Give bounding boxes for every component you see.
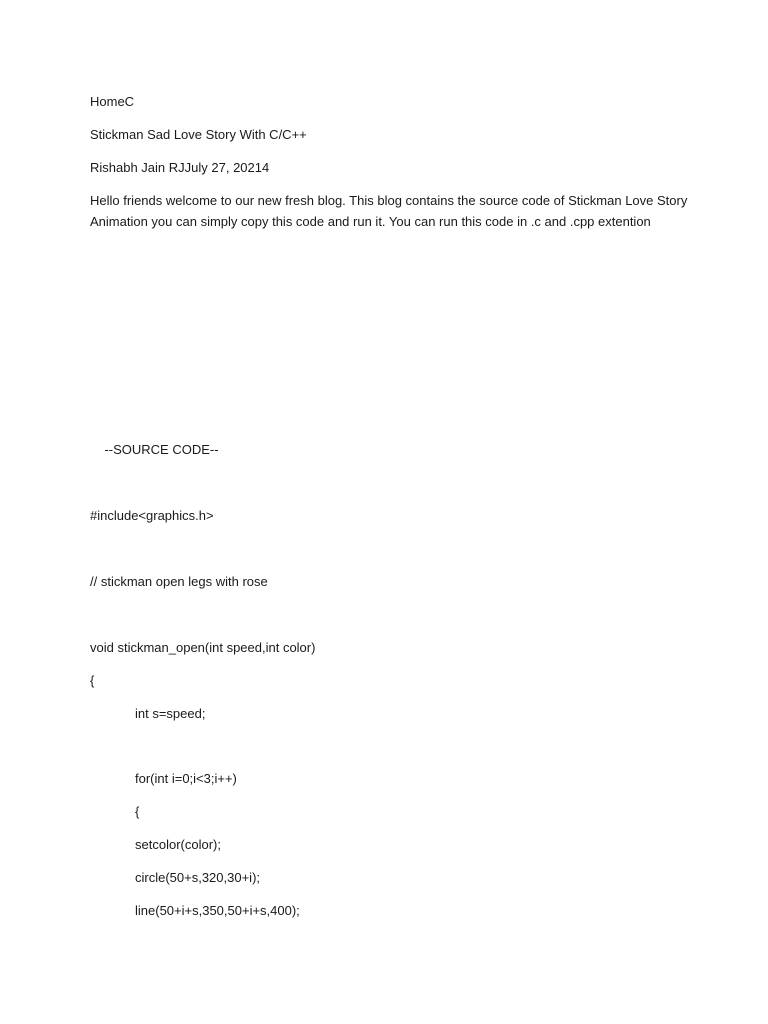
code-declaration: int s=speed; bbox=[135, 706, 206, 721]
code-comment: // stickman open legs with rose bbox=[90, 574, 268, 589]
code-line: line(50+i+s,350,50+i+s,400); bbox=[135, 903, 300, 918]
code-include: #include<graphics.h> bbox=[90, 508, 214, 523]
code-for-loop: for(int i=0;i<3;i++) bbox=[135, 771, 237, 786]
byline: Rishabh Jain RJJuly 27, 20214 bbox=[90, 160, 270, 175]
breadcrumb: HomeC bbox=[90, 94, 135, 109]
code-setcolor: setcolor(color); bbox=[135, 837, 221, 852]
code-function-signature: void stickman_open(int speed,int color) bbox=[90, 640, 316, 655]
code-open-brace: { bbox=[90, 673, 95, 688]
section-heading: --SOURCE CODE-- bbox=[90, 442, 219, 457]
intro-paragraph: Hello friends welcome to our new fresh blog. This blog contains the source code of Stickman Love Story Animation you can simply copy this code and run it. You can run this code in .c and .cpp extention bbox=[90, 193, 688, 229]
code-inner-brace: { bbox=[135, 804, 140, 819]
code-circle: circle(50+s,320,30+i); bbox=[135, 870, 261, 885]
page-title: Stickman Sad Love Story With C/C++ bbox=[90, 127, 307, 142]
